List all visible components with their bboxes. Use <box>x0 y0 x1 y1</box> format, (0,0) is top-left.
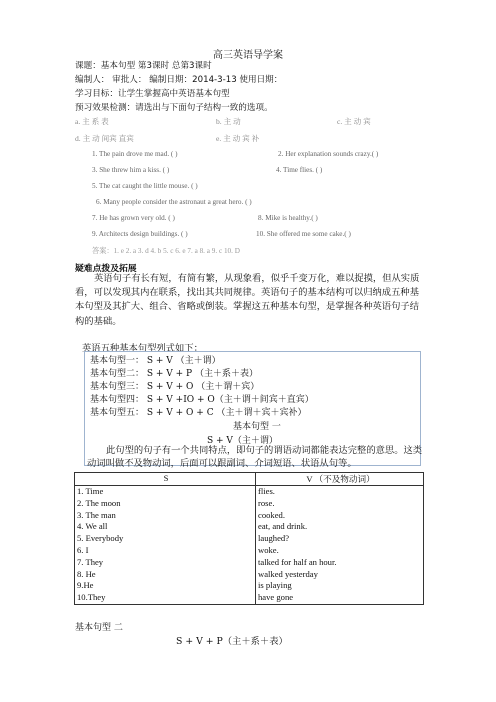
subject-6: 6. I <box>77 544 89 555</box>
lesson-meta: 课题：基本句型 第3课时 总第3课时 <box>75 61 212 71</box>
pattern-1-description: 此句型的句子有一个共同特点，即句子的谓语动词都能表达完整的意思。这类动词叫做不及物动词，后面可以跟副词、介词短语、状语从句等。 <box>87 445 423 469</box>
question-8: 8. Mike is healthy.( ) <box>258 214 318 222</box>
verb-3: cooked. <box>258 509 285 520</box>
option-a: a. 主 系 表 <box>75 117 109 126</box>
table-header-s: S <box>75 473 256 486</box>
option-c: c. 主 动 宾 <box>337 117 371 126</box>
subject-2: 2. The moon <box>77 497 121 508</box>
verb-9: is playing <box>258 580 292 591</box>
section-heading: 疑难点拨及拓展 <box>75 264 137 274</box>
answer-key: 答案：1. e 2. a 3. d 4. b 5. c 6. e 7. a 8. a 9. c 10. D <box>92 247 240 255</box>
preview-instruction: 预习效果检测：请选出与下面句子结构一致的选项。 <box>75 103 273 113</box>
question-6: 6. Many people consider the astronaut a great hero. ( ) <box>96 198 252 206</box>
subject-7: 7. They <box>77 556 104 567</box>
pattern-line-4: 基本句型四： S + V +IO + O（主＋谓＋间宾＋直宾） <box>90 395 314 405</box>
table-row <box>75 486 424 605</box>
subjects-cell <box>75 486 256 605</box>
pattern-line-5: 基本句型五： S + V + O + C （主＋谓＋宾＋宾补） <box>90 408 307 418</box>
pattern-1-formula: S + V（主＋谓） <box>207 436 278 446</box>
question-7: 7. He has grown very old. ( ) <box>92 214 175 222</box>
question-10: 10. She offered me some cake.( ) <box>256 230 351 238</box>
document-title: 高三英语导学案 <box>213 50 283 61</box>
table-header-row <box>75 473 424 486</box>
learning-goal: 学习目标：让学生掌握高中英语基本句型 <box>75 89 230 99</box>
verb-2: rose. <box>258 497 275 508</box>
pattern-2-title: 基本句型 二 <box>75 623 123 633</box>
five-types-intro: 英语五种基本句型列式如下： <box>82 343 203 354</box>
table-header-v: V （不及物动词） <box>256 473 424 486</box>
pattern-1-title: 基本句型 一 <box>233 422 281 432</box>
verb-6: woke. <box>258 544 279 555</box>
intro-paragraph: 英语句子有长有短，有简有繁，从现象看，似乎千变万化，难以捉摸，但从实质看，可以发现其内在联系，找出其共同规律。英语句子的基本结构可以归纳成五种基本句型及其扩大、组合、省略或倒装。掌握这五种基本句型，是掌握各种英语句子结构的基础。 <box>75 273 420 327</box>
question-4: 4. Time flies. ( ) <box>276 166 323 174</box>
subject-1: 1. Time <box>77 486 104 496</box>
pattern-2-formula: S + V + P（主＋系＋表） <box>176 636 288 647</box>
subject-4: 4. We all <box>77 521 108 532</box>
subject-3: 3. The man <box>77 509 116 520</box>
option-b: b. 主 动 <box>216 117 241 126</box>
question-9: 9. Architects design buildings. ( ) <box>92 230 188 238</box>
question-3: 3. She threw him a kiss. ( ) <box>92 166 170 174</box>
author-meta: 编制人： 审批人： 编制日期：2014-3-13 使用日期： <box>75 75 283 85</box>
pattern-line-2: 基本句型二： S + V + P （主＋系＋表） <box>90 369 258 379</box>
option-d: d. 主 动 间宾 直宾 <box>75 134 134 143</box>
question-5: 5. The cat caught the little mouse. ( ) <box>92 182 198 190</box>
subject-5: 5. Everybody <box>77 533 124 544</box>
pattern-line-3: 基本句型三： S + V + O （主＋谓＋宾） <box>90 382 260 392</box>
verb-5: laughed? <box>258 533 290 544</box>
subject-8: 8. He <box>77 568 96 579</box>
pattern-line-1: 基本句型一： S + V （主＋谓） <box>90 356 221 366</box>
verbs-cell <box>256 486 424 605</box>
subject-10: 10.They <box>77 592 106 603</box>
question-2: 2. Her explanation sounds crazy.( ) <box>278 150 379 158</box>
verb-10: have gone <box>258 592 294 603</box>
verb-4: eat, and drink. <box>258 521 308 532</box>
subject-9: 9.He <box>77 580 94 591</box>
question-1: 1. The pain drove me mad. ( ) <box>92 150 178 158</box>
verb-1: flies. <box>258 486 275 496</box>
verb-7: talked for half an hour. <box>258 556 337 567</box>
verb-8: walked yesterday <box>258 568 318 579</box>
option-e: e. 主 动 宾 补 <box>216 134 260 143</box>
pattern-1-table <box>74 472 424 605</box>
